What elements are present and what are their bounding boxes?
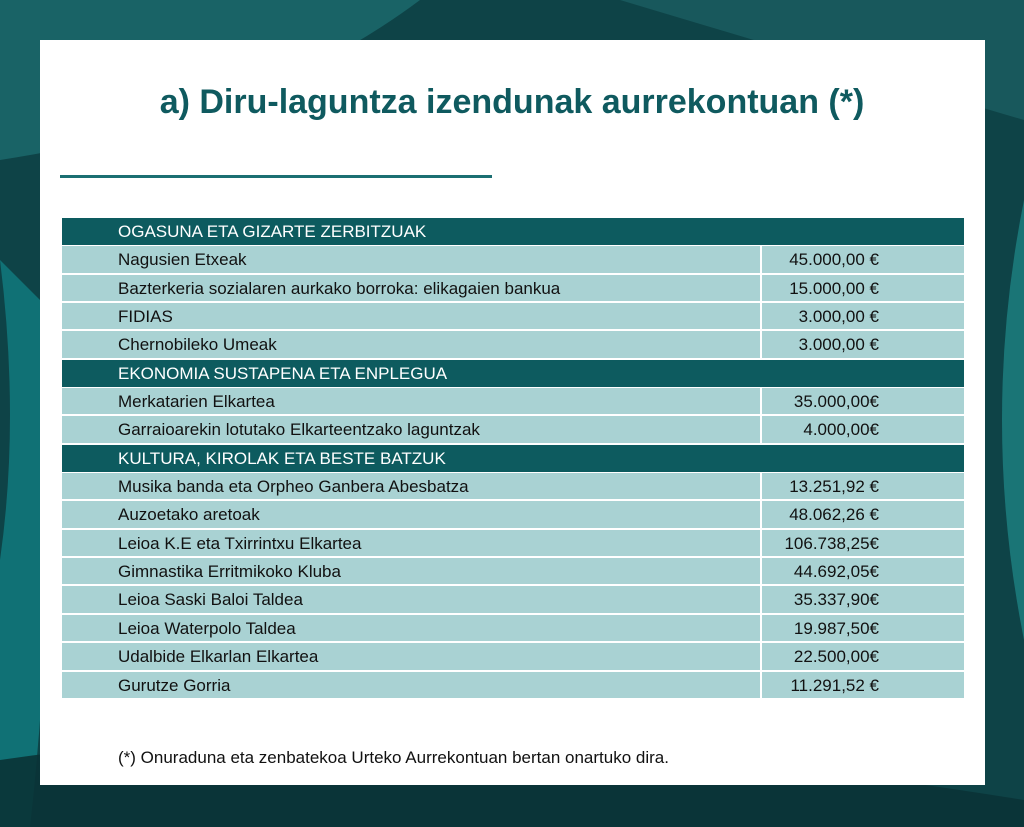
table-row bbox=[62, 558, 964, 586]
amount-value: 44.692,05€ bbox=[793, 562, 879, 582]
amount-cell bbox=[762, 586, 964, 614]
table-row bbox=[62, 672, 964, 700]
table-row bbox=[62, 331, 964, 359]
amount-cell bbox=[762, 473, 964, 501]
amount-cell bbox=[762, 501, 964, 529]
amount-cell bbox=[762, 331, 964, 359]
amount-cell bbox=[762, 303, 964, 331]
section-header: KULTURA, KIROLAK ETA BESTE BATZUK bbox=[62, 445, 964, 473]
amount-cell bbox=[762, 246, 964, 274]
amount-cell bbox=[762, 615, 964, 643]
amount-cell bbox=[762, 388, 964, 416]
amount-value: 45.000,00 € bbox=[789, 250, 879, 270]
beneficiary-name: Auzoetako aretoak bbox=[62, 501, 762, 529]
amount-value: 11.291,52 € bbox=[790, 675, 879, 695]
beneficiary-name: Udalbide Elkarlan Elkartea bbox=[62, 643, 762, 671]
beneficiary-name: Leioa Waterpolo Taldea bbox=[62, 615, 762, 643]
beneficiary-name: Gurutze Gorria bbox=[62, 672, 762, 700]
amount-value: 13.251,92 € bbox=[789, 477, 879, 497]
beneficiary-name: Musika banda eta Orpheo Ganbera Abesbatza bbox=[62, 473, 762, 501]
amount-cell bbox=[762, 416, 964, 444]
beneficiary-name: Leioa Saski Baloi Taldea bbox=[62, 586, 762, 614]
table-row bbox=[62, 388, 964, 416]
amount-value: 35.000,00€ bbox=[793, 392, 879, 412]
amount-value: 106.738,25€ bbox=[784, 533, 879, 553]
amount-value: 22.500,00€ bbox=[793, 647, 879, 667]
section-header: OGASUNA ETA GIZARTE ZERBITZUAK bbox=[62, 218, 964, 246]
amount-cell bbox=[762, 643, 964, 671]
amount-value: 4.000,00€ bbox=[803, 420, 879, 440]
amount-value: 19.987,50€ bbox=[793, 618, 879, 638]
beneficiary-name: Chernobileko Umeak bbox=[62, 331, 762, 359]
amount-cell bbox=[762, 558, 964, 586]
beneficiary-name: Bazterkeria sozialaren aurkako borroka: elikagaien bankua bbox=[62, 275, 762, 303]
table-row bbox=[62, 275, 964, 303]
table-row bbox=[62, 303, 964, 331]
section-header: EKONOMIA SUSTAPENA ETA ENPLEGUA bbox=[62, 360, 964, 388]
table-row bbox=[62, 530, 964, 558]
beneficiary-name: Garraioarekin lotutako Elkarteentzako laguntzak bbox=[62, 416, 762, 444]
beneficiary-name: Merkatarien Elkartea bbox=[62, 388, 762, 416]
amount-value: 15.000,00 € bbox=[789, 278, 879, 298]
table-row bbox=[62, 615, 964, 643]
table-row bbox=[62, 643, 964, 671]
amount-cell bbox=[762, 530, 964, 558]
table-row bbox=[62, 586, 964, 614]
beneficiary-name: Nagusien Etxeak bbox=[62, 246, 762, 274]
subsidy-table bbox=[62, 218, 964, 700]
beneficiary-name: Gimnastika Erritmikoko Kluba bbox=[62, 558, 762, 586]
amount-value: 35.337,90€ bbox=[793, 590, 879, 610]
amount-cell bbox=[762, 275, 964, 303]
footnote: (*) Onuraduna eta zenbatekoa Urteko Aurrekontuan bertan onartuko dira. bbox=[118, 748, 669, 767]
amount-value: 48.062,26 € bbox=[789, 505, 879, 525]
amount-value: 3.000,00 € bbox=[798, 335, 879, 355]
amount-cell bbox=[762, 672, 964, 700]
table-row bbox=[62, 246, 964, 274]
beneficiary-name: FIDIAS bbox=[62, 303, 762, 331]
table-row bbox=[62, 473, 964, 501]
table-row bbox=[62, 501, 964, 529]
amount-value: 3.000,00 € bbox=[798, 307, 879, 327]
title-underline bbox=[60, 175, 492, 178]
page-title: a) Diru-laguntza izendunak aurrekontuan (*) bbox=[159, 83, 865, 121]
table-row bbox=[62, 416, 964, 444]
beneficiary-name: Leioa K.E eta Txirrintxu Elkartea bbox=[62, 530, 762, 558]
